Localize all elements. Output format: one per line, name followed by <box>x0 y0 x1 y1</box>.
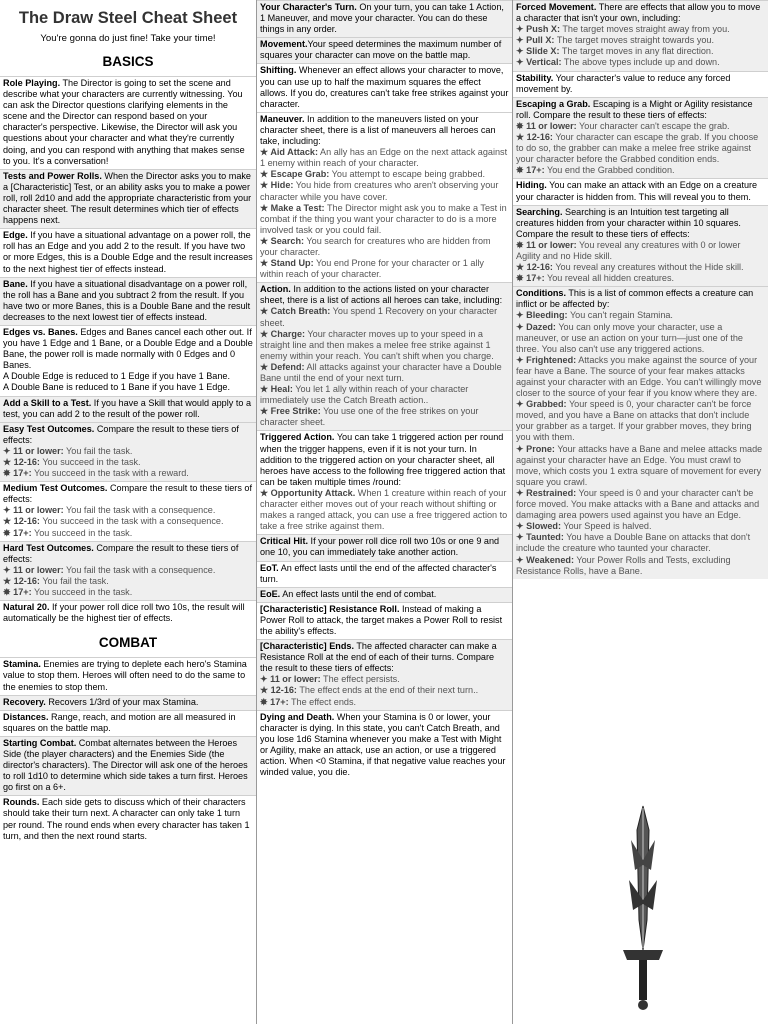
rule-block <box>0 481 256 540</box>
tier-text: The effect ends at the end of their next turn.. <box>296 685 479 696</box>
tier-bullet <box>260 488 509 532</box>
rule-keyword: Stamina. <box>3 659 41 670</box>
rule-block <box>513 178 768 204</box>
tier-bullet <box>516 521 765 532</box>
tier-label: ✦ Weakened: <box>516 554 574 565</box>
tier-text: You fail the task with a consequence. <box>63 505 216 516</box>
rule-block <box>513 71 768 97</box>
rule-block <box>0 169 256 228</box>
tier-text: You can only move your character, use a maneuver, or use an action on your turn—just one of the three. You also can't use any triggered actions. <box>516 321 743 354</box>
tier-label: ★ Free Strike: <box>260 406 321 417</box>
tier-text: You have a Double Bane on attacks that don't include the creature who taunted your character. <box>516 532 751 554</box>
rule-block <box>257 282 512 430</box>
tier-label: ✦ 11 or lower: <box>260 674 321 685</box>
rule-text: You can make an attack with an Edge on a creature your character is hidden from. This will reveal you to them. <box>516 180 758 202</box>
tier-bullet <box>3 565 253 576</box>
tier-bullet <box>516 322 765 355</box>
rule-text: Recovers 1/3rd of your max Stamina. <box>45 696 199 707</box>
sword-illustration <box>563 800 723 1015</box>
tier-bullet <box>516 121 765 132</box>
tier-text: Your speed is 0, your character can't be force moved, and you have a Bane on attacks that don't include your grabber as a target. If your grabber moves, they bring you with them. <box>516 399 752 443</box>
rule-text: Compare the result to these tiers of effects: <box>3 542 239 564</box>
rule-text: Whenever an effect allows your character to move, you can use up to half the maximum squares the effect allows. If you do, creatures can't take free strikes against your character. <box>260 65 509 109</box>
tier-label: ✸ 17+: <box>260 696 289 707</box>
combat-rules-list <box>0 657 256 843</box>
rule-block <box>257 534 512 560</box>
tier-label: ✦ 11 or lower: <box>3 445 64 456</box>
combat-heading: COMBAT <box>98 635 158 651</box>
rule-keyword: [Characteristic] Resistance Roll. <box>260 603 400 614</box>
rule-block <box>257 587 512 602</box>
rule-text: Instead of making a Power Roll to attack, the target makes a Power Roll to resist the ability's effects. <box>260 603 503 636</box>
rule-block <box>257 561 512 587</box>
rule-keyword: [Characteristic] Ends. <box>260 641 354 652</box>
tier-label: ✦ Grabbed: <box>516 399 567 410</box>
tier-label: ✦ Dazed: <box>516 321 556 332</box>
tier-bullet <box>260 258 509 280</box>
rule-block <box>513 0 768 71</box>
tier-bullet <box>260 362 509 384</box>
rule-text: On your turn, you can take 1 Action, 1 Maneuver, and move your character. You can do these things in any order. <box>260 2 504 35</box>
tier-bullet <box>3 516 253 527</box>
tier-label: ★ 12-16: <box>3 516 40 527</box>
tier-bullet <box>260 384 509 406</box>
rule-keyword: Stability. <box>516 72 554 83</box>
rule-block <box>0 422 256 481</box>
rule-block <box>513 286 768 578</box>
rule-block <box>0 325 256 396</box>
rule-text: Your character's value to reduce any forced movement by. <box>516 72 731 94</box>
tier-bullet <box>260 697 509 708</box>
rule-block <box>257 37 512 63</box>
tier-bullet <box>3 528 253 539</box>
rule-keyword: Role Playing. <box>3 78 61 88</box>
basics-rules-list <box>0 76 256 626</box>
rule-block <box>257 112 512 282</box>
tier-label: ★ Search: <box>260 235 305 246</box>
movement-conditions-list <box>513 0 768 579</box>
tier-label: ✦ Slide X: <box>516 46 560 57</box>
rule-keyword: Dying and Death. <box>260 711 335 722</box>
rule-block <box>257 710 512 781</box>
rule-keyword: Recovery. <box>3 696 46 707</box>
rule-text: When your Stamina is 0 or lower, your character is dying. In this state, you can't Catch Breath, and you lose 1d6 Stamina whenever you make a Test with Might or Agility, make an attack, use an action, or use a triggered action. When <0 Stamina, if that negative value reaches your winded value, you die. <box>260 711 506 778</box>
tier-label: ★ 12-16: <box>516 132 553 143</box>
tier-label: ★ 12-16: <box>516 262 553 273</box>
tier-bullet <box>3 587 253 598</box>
tier-label: ✦ Slowed: <box>516 521 562 532</box>
tier-text: You succeed in the task. <box>31 527 133 538</box>
tier-text: You end Prone for your character or 1 ally within reach of your character. <box>260 258 484 280</box>
rule-keyword: Triggered Action. <box>260 432 335 443</box>
tier-label: ✦ Push X: <box>516 24 560 35</box>
tier-bullet <box>516 532 765 554</box>
tier-text: The above types include up and down. <box>561 57 720 68</box>
rule-keyword: Easy Test Outcomes. <box>3 423 95 434</box>
tier-text: The effect persists. <box>320 674 400 685</box>
tier-label: ★ Defend: <box>260 361 305 372</box>
rule-block <box>0 600 256 626</box>
tier-text: You use one of the free strikes on your character sheet. <box>260 406 479 428</box>
tier-label: ★ 12-16: <box>3 575 40 586</box>
rule-text: Your speed determines the maximum number of squares your character can move on the battle map. <box>260 39 502 61</box>
tier-bullet <box>516 35 765 46</box>
rule-text: This is a list of common effects a creature can inflict or be affected by: <box>516 288 754 310</box>
tier-bullet <box>3 505 253 516</box>
page-title: The Draw Steel Cheat Sheet <box>18 9 238 27</box>
tier-bullet <box>3 468 253 479</box>
tier-bullet <box>3 576 253 587</box>
tier-text: The target moves straight away from you. <box>560 24 730 35</box>
tier-text: You can't regain Stamina. <box>567 310 673 321</box>
tier-text: Your character moves up to your speed in a straight line and then makes a melee free strike against 1 enemy within your reach. You can't shift when you charge. <box>260 328 494 361</box>
rule-text: You can take 1 triggered action per round when the trigger happens, even if it is not your turn. In addition to the triggered action on your character sheet, all heroes have access to the following free triggered action that can be taken multiple times /round: <box>260 432 506 487</box>
rule-block <box>0 396 256 422</box>
rule-text: There are effects that allow you to move a character that isn't your own, including: <box>516 2 761 24</box>
tier-label: ✸ 17+: <box>516 165 545 176</box>
rule-keyword: Distances. <box>3 711 49 722</box>
tier-text: You spend 1 Recovery on your character sheet. <box>260 306 498 328</box>
tier-text: The Director might ask you to make a Test in combat if the thing you want your character to do is a more involved task or you could fail. <box>260 202 507 235</box>
tier-label: ✦ Restrained: <box>516 487 577 498</box>
rule-block <box>257 639 512 710</box>
tier-label: ★ 12-16: <box>3 457 40 467</box>
tier-bullet <box>260 180 509 202</box>
tier-text: You fail the task. <box>39 575 109 586</box>
tier-label: ★ Heal: <box>260 384 293 395</box>
tier-bullet <box>260 203 509 236</box>
tier-label: ★ Charge: <box>260 328 306 339</box>
tier-text: You reveal any creatures with 0 or lower Agility and no Hide skill. <box>516 239 741 261</box>
tier-label: ★ 12-16: <box>260 685 297 696</box>
tier-text: When 1 creature within reach of your character either moves out of your reach without shifting or makes a ranged attack, you can use a free triggered action to take a free strike against them. <box>260 487 508 532</box>
rule-block <box>0 541 256 600</box>
tier-bullet <box>516 444 765 488</box>
tier-bullet <box>516 240 765 262</box>
tier-text: You fail the task with a consequence. <box>63 564 216 575</box>
rule-text: In addition to the actions listed on your character sheet, there is a list of actions all heroes can take, including: <box>260 284 503 306</box>
tier-text: You attempt to escape being grabbed. <box>329 169 486 180</box>
rule-block <box>257 63 512 111</box>
tier-label: ✸ 17+: <box>3 587 32 598</box>
tier-bullet <box>516 24 765 35</box>
rule-keyword: Your Character's Turn. <box>260 2 357 12</box>
rule-keyword: Edges vs. Banes. <box>3 326 78 337</box>
tier-bullet <box>260 674 509 685</box>
tier-label: ★ Escape Grab: <box>260 169 330 180</box>
rule-keyword: EoT. <box>260 562 279 573</box>
rule-keyword: Rounds. <box>3 797 40 808</box>
tier-bullet <box>516 57 765 68</box>
rule-text: Combat alternates between the Heroes Side (the player characters) and the Enemies Side (the director's characters). The Director will ask one of the heroes to roll 1d10 to determine which side takes a turn first. Heroes go first on a 6+. <box>3 737 248 793</box>
rule-keyword: Starting Combat. <box>3 737 77 748</box>
tier-text: The target moves straight towards you. <box>554 35 715 46</box>
tier-bullet <box>260 147 509 169</box>
tier-label: ★ Stand Up: <box>260 258 314 269</box>
tier-bullet <box>516 273 765 284</box>
tier-text: You succeed in the task. <box>39 457 141 467</box>
tier-label: ✦ Pull X: <box>516 35 555 46</box>
tier-text: An ally has an Edge on the next attack against 1 enemy within reach of your character. <box>260 147 508 169</box>
basics-heading: BASICS <box>102 54 154 69</box>
tier-text: You fail the task. <box>63 445 133 456</box>
rule-text: If you have a situational advantage on a power roll, the roll has an Edge and you add 2 to the result. If you have two or more Edges, this is a Double Edge and the result increases to the next highest tier of effects instead. <box>3 230 253 274</box>
tier-label: ✸ 17+: <box>3 527 32 538</box>
rule-block <box>257 0 512 37</box>
tier-bullet <box>516 165 765 176</box>
tier-text: You search for creatures who are hidden from your character. <box>260 235 491 257</box>
tier-text: Attacks you make against the source of your fear have a Bane. The source of your fear makes attacks against your character with an Edge. You can't willingly move closer to the source of your fear if you know where they are. <box>516 354 762 399</box>
tier-bullet <box>516 46 765 57</box>
rule-text: If your power roll dice roll two 10s or one 9 and one 10, you can immediately take another action. <box>260 536 500 558</box>
tier-text: The target moves in any flat direction. <box>559 46 714 57</box>
rule-keyword: Escaping a Grab. <box>516 98 591 109</box>
tier-bullet <box>260 306 509 328</box>
rule-keyword: Add a Skill to a Test. <box>3 397 92 408</box>
rule-text: An effect lasts until the end of combat. <box>280 588 437 599</box>
tier-bullet <box>3 446 253 457</box>
rule-block <box>513 205 768 287</box>
rule-keyword: Bane. <box>3 278 28 289</box>
rule-text: Searching is an Intuition test targeting all creatures hidden from your character within 10 squares. Compare the result to these tiers of effects: <box>516 206 741 239</box>
rule-block <box>0 277 256 325</box>
rule-text: Escaping is a Might or Agility resistance roll. Compare the result to these tiers of effects: <box>516 98 753 120</box>
rule-text: When the Director asks you to make a [Characteristic] Test, or an ability asks you to make a power roll, roll 2d10 and add the appropriate characteristic from your character sheet. The result determines which tier of effects happens next. <box>3 170 252 226</box>
tier-label: ★ Make a Test: <box>260 202 325 213</box>
tier-text: Your Power Rolls and Tests, excluding Resistance Rolls, have a Bane. <box>516 554 731 576</box>
tier-text: You succeed in the task. <box>31 587 133 598</box>
tier-label: ✦ Prone: <box>516 443 555 454</box>
tier-label: ✦ Frightened: <box>516 354 577 365</box>
rule-keyword: Action. <box>260 284 291 295</box>
tier-bullet <box>516 355 765 399</box>
tier-bullet <box>516 262 765 273</box>
rule-keyword: Shifting. <box>260 65 297 76</box>
rule-keyword: Tests and Power Rolls. <box>3 170 102 181</box>
tier-text: Your attacks have a Bane and melee attacks made against your character have an Edge. You must crawl to move, which costs you 1 extra square of movement for every square you crawl. <box>516 443 763 487</box>
tier-bullet <box>516 555 765 577</box>
rule-text: If your power roll dice roll two 10s, the result will automatically be the highest tier of effects. <box>3 602 245 624</box>
turn-rules-list <box>257 0 512 780</box>
rule-keyword: Maneuver. <box>260 113 305 124</box>
tier-bullet <box>3 457 253 468</box>
rule-keyword: Hard Test Outcomes. <box>3 542 94 553</box>
tier-text: Your Speed is halved. <box>561 521 652 532</box>
tier-text: All attacks against your character have a Double Bane until the end of your next turn. <box>260 361 502 383</box>
tier-text: Your character can't escape the grab. <box>576 120 730 131</box>
rule-block <box>0 710 256 736</box>
rule-text: A Double Edge is reduced to 1 Edge if you have 1 Bane. <box>3 371 230 382</box>
tier-text: You end the Grabbed condition. <box>544 165 675 176</box>
tier-text: The effect ends. <box>288 696 357 707</box>
tier-label: ★ Opportunity Attack. <box>260 487 356 498</box>
tier-label: ✦ Bleeding: <box>516 310 568 321</box>
rule-keyword: Critical Hit. <box>260 536 309 547</box>
rule-text: In addition to the maneuvers listed on your character sheet, there is a list of maneuvers all heroes can take, including: <box>260 113 496 147</box>
rule-text: If you have a situational disadvantage on a power roll, the roll has a Bane and you subtract 2 from the result. If you have two or more Banes, this is a Double Bane and the result decreases to the next lowest tier of effects instead. <box>3 278 251 322</box>
page-subtitle: You're gonna do just fine! Take your time! <box>40 33 216 44</box>
column-right <box>513 0 768 1024</box>
tier-label: ★ Aid Attack: <box>260 147 319 158</box>
tier-bullet <box>516 399 765 443</box>
rule-text: Enemies are trying to deplete each hero's Stamina value to stop them. Heroes will often need to do the same to the enemies to stop them. <box>3 659 247 692</box>
rule-keyword: Movement. <box>260 39 308 50</box>
tier-label: ✦ 11 or lower: <box>3 564 64 575</box>
rule-block <box>0 657 256 694</box>
tier-bullet <box>260 329 509 362</box>
rule-block <box>0 736 256 795</box>
tier-bullet <box>516 310 765 321</box>
rule-keyword: Conditions. <box>516 288 567 299</box>
rule-text: Each side gets to discuss which of their characters should take their turn next. A character can only take 1 turn per round. The round ends when every character has taken 1 turn, and then the next round starts. <box>3 797 250 841</box>
rule-keyword: Natural 20. <box>3 602 50 613</box>
rule-block <box>0 795 256 843</box>
rule-keyword: Edge. <box>3 230 28 241</box>
rule-keyword: Medium Test Outcomes. <box>3 483 108 494</box>
tier-bullet <box>260 685 509 696</box>
rule-block <box>0 228 256 276</box>
column-left <box>0 0 257 1024</box>
tier-bullet <box>516 132 765 165</box>
tier-text: Your speed is 0 and your character can't be force moved. You make attacks with a Bane and attacks and damaging area powers used against you have an Edge. <box>516 487 760 521</box>
rule-keyword: Hiding. <box>516 180 547 191</box>
tier-bullet <box>260 169 509 180</box>
tier-label: ★ Catch Breath: <box>260 306 331 317</box>
rule-text: A Double Bane is reduced to 1 Bane if you have 1 Edge. <box>3 382 230 393</box>
tier-text: You hide from creatures who aren't observing your character while you have cover. <box>260 180 499 202</box>
tier-text: You reveal any creatures without the Hide skill. <box>552 262 744 273</box>
rule-text: Range, reach, and motion are all measured in squares on the battle map. <box>3 711 236 733</box>
tier-label: ★ Hide: <box>260 180 294 191</box>
rule-text: Compare the result to these tiers of effects: <box>3 423 239 445</box>
tier-text: Your character can escape the grab. If you choose to do so, the grabber can make a melee free strike against your character before the Grabbed condition ends. <box>516 132 759 165</box>
rule-keyword: Searching. <box>516 206 563 217</box>
rule-block <box>0 76 256 169</box>
rule-text: The Director is going to set the scene and describe what your characters are currently witnessing. You can ask the Director questions clarifying elements in the scene and the Director can respond based on your character's perspective. Likewise, the Director will ask you questions about your character and what they're currently doing, and you can respond with anything that makes sense to you. It's a conversation! <box>3 78 245 166</box>
tier-label: ✸ 11 or lower: <box>516 120 577 131</box>
tier-text: You succeed in the task with a reward. <box>31 468 189 479</box>
tier-bullet <box>516 488 765 521</box>
rule-block <box>257 602 512 639</box>
rule-text: An effect lasts until the end of the affected character's turn. <box>260 562 497 584</box>
tier-text: You let 1 ally within reach of your character immediately use the Catch Breath action.. <box>260 384 469 406</box>
tier-bullet <box>260 236 509 258</box>
rule-text: Edges and Banes cancel each other out. If you have 1 Edge and 1 Bane, or a Double Edge and a Double Bane, the power roll is made normally with 0 Edges and 0 Banes. <box>3 326 253 371</box>
tier-label: ✦ Vertical: <box>516 57 562 68</box>
rule-text: The affected character can make a Resistance Roll at the end of each of their turns. Compare the result to these tiers of effects: <box>260 641 497 674</box>
rule-block <box>513 97 768 179</box>
rule-block <box>257 430 512 534</box>
tier-label: ✸ 17+: <box>3 468 32 479</box>
tier-label: ✦ 11 or lower: <box>3 505 64 516</box>
rule-text: If you have a Skill that would apply to a test, you can add 2 to the result of the power roll. <box>3 397 252 419</box>
tier-bullet <box>260 406 509 428</box>
rule-keyword: Forced Movement. <box>516 2 597 12</box>
tier-label: ✸ 11 or lower: <box>516 239 577 250</box>
tier-text: You succeed in the task with a consequence. <box>39 516 224 527</box>
tier-text: You reveal all hidden creatures. <box>544 273 675 284</box>
tier-label: ✸ 17+: <box>516 273 545 284</box>
tier-label: ✦ Taunted: <box>516 532 564 543</box>
column-middle <box>257 0 513 1024</box>
rule-block <box>0 695 256 710</box>
rule-keyword: EoE. <box>260 588 281 599</box>
rule-text: Compare the result to these tiers of effects: <box>3 483 252 505</box>
